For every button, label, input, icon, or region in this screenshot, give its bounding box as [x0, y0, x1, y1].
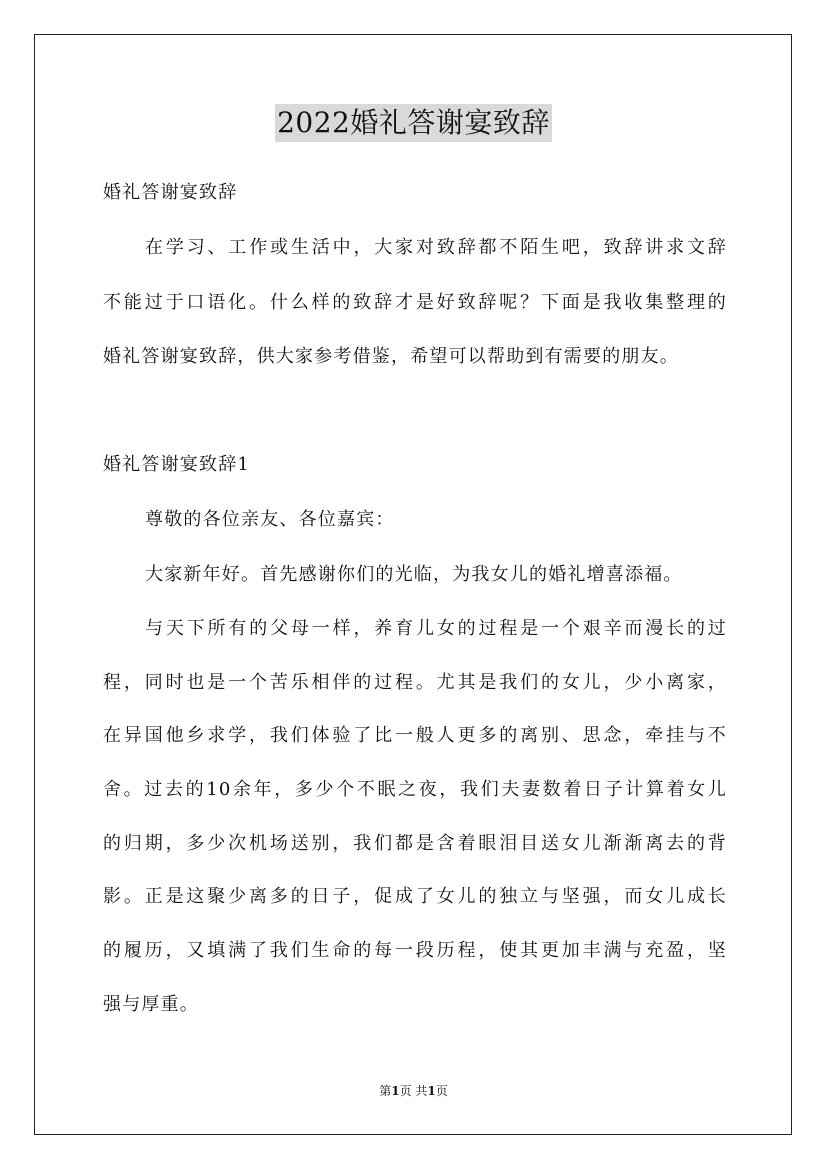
page-current: 1 — [391, 1084, 400, 1098]
page-label-suffix: 页 — [435, 1084, 448, 1098]
body-line-2: 程，同时也是一个苦乐相伴的过程。尤其是我们的女儿，少小离家， — [103, 672, 727, 693]
intro-line-1: 在学习、工作或生活中，大家对致辞都不陌生吧，致辞讲求文辞 — [145, 237, 727, 258]
body-line-1: 与天下所有的父母一样，养育儿女的过程是一个艰辛而漫长的过 — [145, 618, 727, 639]
body-line-7: 的履历，又填满了我们生命的每一段历程，使其更加丰满与充盈，坚 — [103, 940, 727, 961]
body-line-3: 在异国他乡求学，我们体验了比一般人更多的离别、思念，牵挂与不 — [103, 725, 727, 746]
salutation: 尊敬的各位亲友、各位嘉宾： — [145, 509, 395, 530]
greeting: 大家新年好。首先感谢你们的光临，为我女儿的婚礼增喜添福。 — [145, 564, 683, 585]
page-label-mid: 页 共 — [399, 1084, 428, 1098]
page-total: 1 — [427, 1084, 436, 1098]
document-title: 2022婚礼答谢宴致辞 — [275, 104, 552, 142]
body-line-6: 影。正是这聚少离多的日子，促成了女儿的独立与坚强，而女儿成长 — [103, 886, 727, 907]
body-line-8: 强与厚重。 — [103, 994, 199, 1015]
section-heading-intro: 婚礼答谢宴致辞 — [103, 182, 238, 203]
body-line-4: 舍。过去的10余年，多少个不眠之夜，我们夫妻数着日子计算着女儿 — [103, 779, 727, 800]
intro-line-3: 婚礼答谢宴致辞，供大家参考借鉴，希望可以帮助到有需要的朋友。 — [103, 346, 679, 367]
page-footer — [0, 1083, 827, 1099]
intro-line-2: 不能过于口语化。什么样的致辞才是好致辞呢？下面是我收集整理的 — [103, 292, 727, 313]
body-line-5: 的归期，多少次机场送别，我们都是含着眼泪目送女儿渐渐离去的背 — [103, 833, 727, 854]
section-heading-1: 婚礼答谢宴致辞1 — [103, 454, 251, 475]
title-container — [0, 104, 827, 142]
page-label-prefix: 第 — [379, 1084, 392, 1098]
